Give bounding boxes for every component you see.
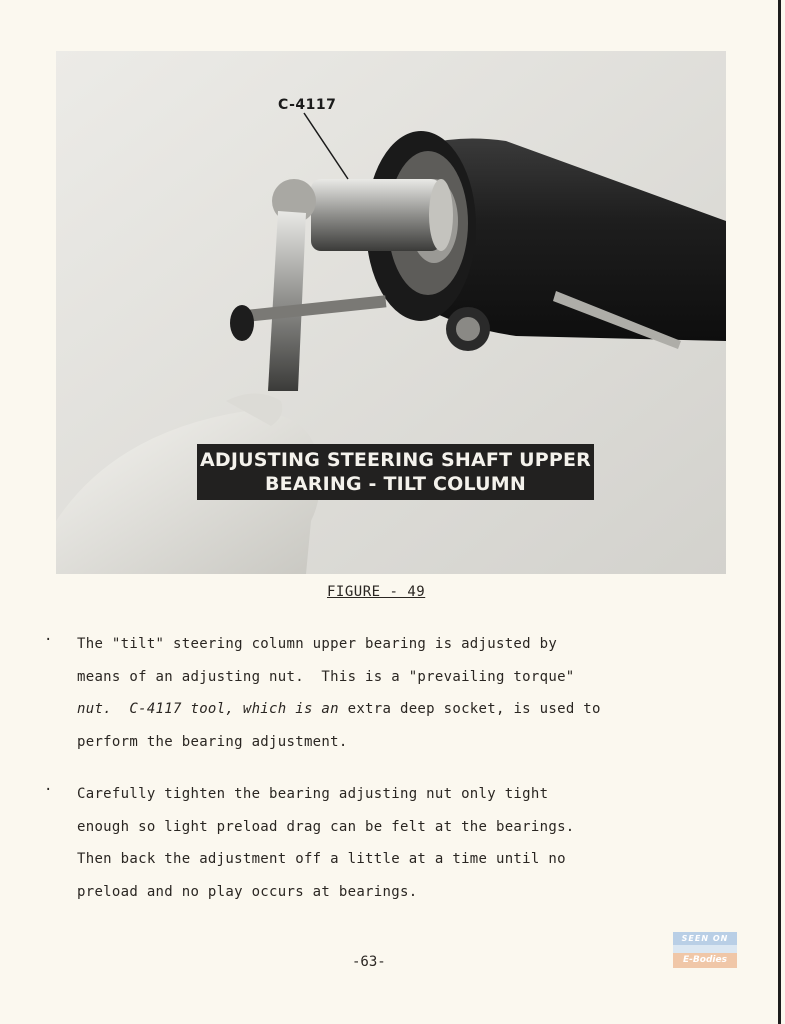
page-number: -63- — [352, 954, 386, 970]
bullet-2: . — [44, 778, 53, 794]
tool-callout-label: C-4117 — [278, 97, 337, 113]
figure-photo — [56, 51, 726, 574]
paragraph-1-line-3 — [77, 693, 737, 726]
paragraph-2 — [77, 778, 737, 908]
watermark-badge-top: SEEN ON — [673, 932, 737, 945]
paragraph-1-line-4: perform the bearing adjustment. — [77, 733, 348, 750]
paragraph-1-line-3-rest: extra deep socket, is used to — [338, 701, 601, 717]
paragraph-1 — [77, 628, 737, 758]
paragraph-1-line-1: The "tilt" steering column upper bearing is adjusted by — [77, 636, 558, 652]
watermark-badge — [673, 932, 737, 974]
paragraph-2-line-2: enough so light preload drag can be felt at the bearings. — [77, 818, 575, 835]
paragraph-1-line-3-italic: nut. C-4117 tool, which is an — [77, 701, 339, 717]
paragraph-2-line-1: Carefully tighten the bearing adjusting nut only tight — [77, 786, 549, 802]
paragraph-1-line-2: means of an adjusting nut. This is a "prevailing torque" — [77, 668, 575, 685]
figure-caption — [197, 444, 594, 500]
watermark-badge-bottom: E-Bodies — [673, 953, 737, 968]
page-border — [778, 0, 781, 1024]
paragraph-2-line-4: preload and no play occurs at bearings. — [77, 883, 418, 900]
figure-caption-line2: BEARING - TILT COLUMN — [264, 473, 526, 495]
figure-label: FIGURE - 49 — [327, 584, 426, 600]
watermark-badge-divider — [673, 945, 737, 953]
bullet-1: . — [44, 628, 53, 644]
figure-caption-line1: ADJUSTING STEERING SHAFT UPPER — [200, 449, 591, 471]
paragraph-2-line-3: Then back the adjustment off a little at a time until no — [77, 851, 566, 867]
